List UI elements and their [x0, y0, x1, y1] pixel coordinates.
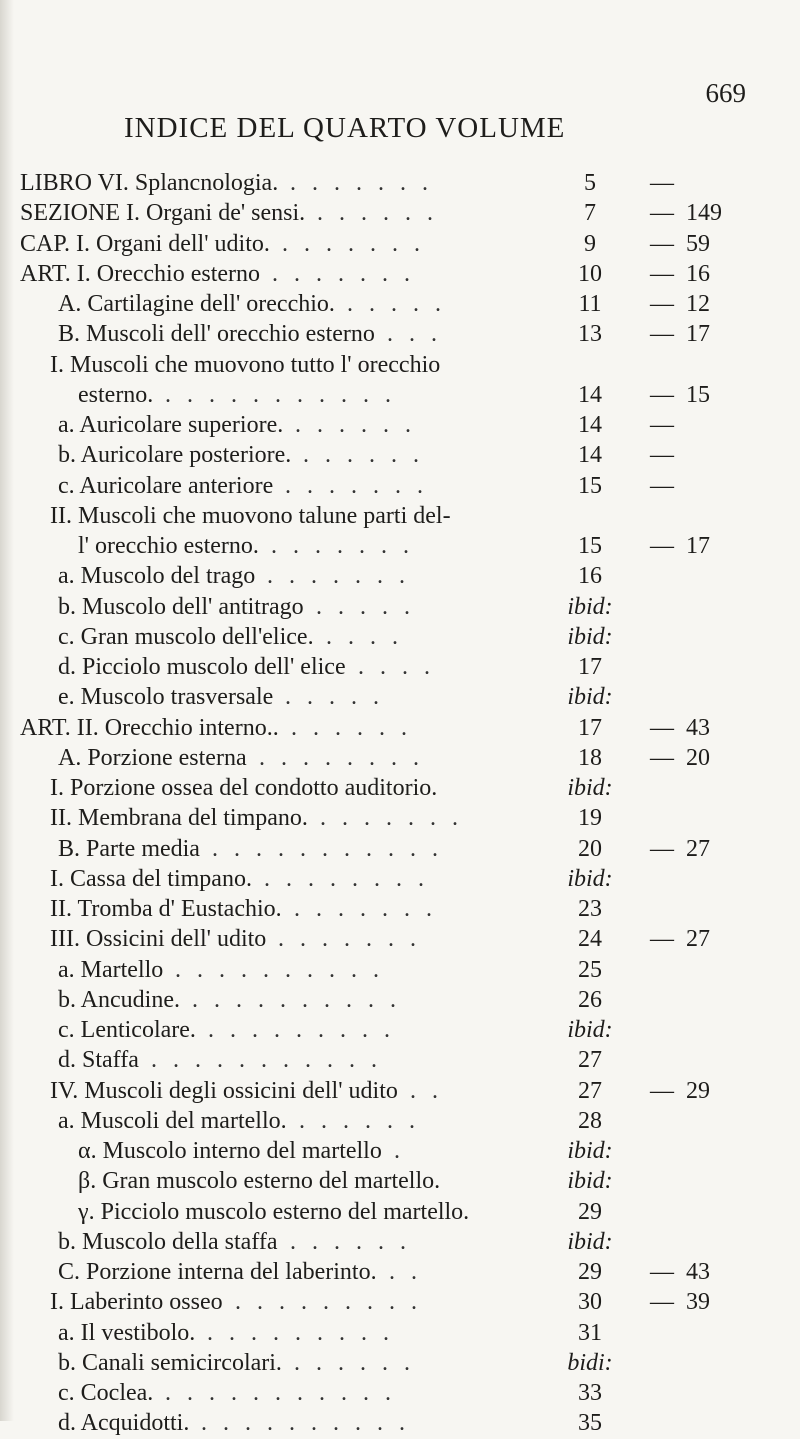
index-entry — [0, 1166, 800, 1196]
entry-label: I. Porzione ossea del condotto auditorio. — [50, 775, 438, 801]
index-entry — [0, 319, 800, 349]
leader-dots: . . . . . . . — [272, 260, 415, 287]
index-entry — [0, 1378, 800, 1408]
entry-label: b. Muscolo dell' antitrago — [58, 593, 304, 620]
leader-dots: . . . . . . . . . . — [175, 956, 384, 983]
leader-dots: . . . . . . — [317, 200, 438, 227]
index-entry — [0, 1257, 800, 1287]
entry-end-page: 15 — [686, 381, 710, 408]
index-entry — [0, 1106, 800, 1136]
index-entry — [0, 652, 800, 682]
index-entry — [0, 168, 800, 198]
entry-end-page: 43 — [686, 1259, 710, 1285]
index-entry — [0, 1408, 800, 1438]
entry-label: d. Picciolo muscolo dell' elice — [58, 654, 346, 680]
index-entry — [0, 1197, 800, 1227]
index-entry — [0, 834, 800, 864]
range-dash: — — [650, 381, 674, 408]
entry-label: b. Muscolo della staffa — [58, 1228, 278, 1255]
index-entry — [0, 1227, 800, 1257]
entry-end-page: 16 — [686, 260, 710, 287]
index-entry — [0, 561, 800, 591]
entry-page: 9 — [584, 230, 596, 257]
entry-page: 5 — [584, 170, 596, 196]
entry-label: C. Porzione interna del laberinto. — [58, 1259, 377, 1285]
entry-page: ibid: — [567, 865, 613, 892]
entry-page: 20 — [578, 835, 602, 862]
leader-dots: . . — [389, 1259, 422, 1285]
range-dash: — — [650, 200, 674, 227]
leader-dots: . . . . . . . . . — [208, 1017, 395, 1043]
range-dash: — — [650, 291, 674, 317]
leader-dots: . . . . . . . — [278, 926, 421, 953]
index-entry — [0, 894, 800, 924]
index-entry — [0, 471, 800, 501]
entry-label: A. Porzione esterna — [58, 744, 247, 771]
index-entry — [0, 1287, 800, 1317]
index-entry — [0, 289, 800, 319]
range-dash: — — [650, 321, 674, 348]
entry-page: 33 — [578, 1380, 602, 1406]
leader-dots: . . . . . . . . . . . — [165, 381, 396, 408]
entry-page: ibid: — [567, 775, 613, 801]
range-dash: — — [650, 412, 674, 438]
entry-page: ibid: — [567, 593, 613, 620]
entry-page: 14 — [578, 442, 602, 469]
range-dash: — — [650, 533, 674, 559]
leader-dots: . . . . . . . . . — [207, 1319, 394, 1346]
leader-dots: . . . . . . . — [320, 805, 463, 832]
entry-page: 30 — [578, 1289, 602, 1316]
entry-page: 11 — [578, 291, 602, 317]
entry-label: II. Muscoli che muovono talune parti del- — [50, 502, 451, 529]
range-dash: — — [650, 1259, 674, 1285]
leader-dots: . . . . . . . . . . — [201, 1410, 410, 1437]
leader-dots: . . . . . . . — [294, 896, 437, 922]
index-entry — [0, 229, 800, 259]
leader-dots: . . . . . — [316, 593, 415, 620]
entry-label: b. Canali semicircolari. — [58, 1349, 282, 1376]
entry-page: ibid: — [567, 623, 613, 650]
index-entry — [0, 682, 800, 712]
leader-dots: . . . . . . . — [290, 170, 433, 196]
index-entry — [0, 1015, 800, 1045]
index-entry — [0, 924, 800, 954]
entry-end-page: 149 — [686, 200, 722, 227]
entry-page: 10 — [578, 260, 602, 287]
index-entry — [0, 622, 800, 652]
entry-end-page: 27 — [686, 835, 710, 862]
leader-dots: . . . . . — [347, 291, 446, 317]
entry-page: ibid: — [567, 1168, 613, 1195]
entry-label: e. Muscolo trasversale — [58, 684, 274, 711]
entry-page: 29 — [578, 1198, 602, 1225]
entry-label: I. Muscoli che muovono tutto l' orecchio — [50, 351, 441, 378]
entry-label: a. Martello — [58, 956, 164, 983]
range-dash: — — [650, 1289, 674, 1316]
leader-dots: . . . . . . . — [282, 230, 425, 257]
entry-label: d. Staffa — [58, 1047, 139, 1074]
range-dash: — — [650, 472, 674, 499]
entry-page: 24 — [578, 926, 602, 953]
entry-label: α. Muscolo interno del martello — [78, 1138, 382, 1164]
entry-label: A. Cartilagine dell' orecchio. — [58, 291, 335, 317]
leader-dots: . . . . . . . . . — [235, 1289, 422, 1316]
entry-page: 28 — [578, 1107, 602, 1134]
entry-label: IV. Muscoli degli ossicini dell' udito — [50, 1077, 398, 1104]
index-entry — [0, 955, 800, 985]
range-dash: — — [650, 1077, 674, 1104]
entry-label: γ. Picciolo muscolo esterno del martello. — [78, 1198, 470, 1225]
entry-page: 23 — [578, 896, 602, 922]
leader-dots: . . . . . . — [290, 1228, 411, 1255]
entry-page: 17 — [578, 714, 602, 741]
index-entry — [0, 350, 800, 380]
entry-end-page: 17 — [686, 321, 710, 348]
entry-label: ART. I. Orecchio esterno — [20, 260, 261, 287]
entry-label: B. Parte media — [58, 835, 200, 862]
entry-page: 31 — [578, 1319, 602, 1346]
entry-label: b. Auricolare posteriore. — [58, 442, 292, 469]
leader-dots: . . . . — [326, 623, 403, 650]
index-entry — [0, 803, 800, 833]
entry-end-page: 29 — [686, 1077, 710, 1104]
leader-dots: . . . . . . — [291, 714, 412, 741]
entry-label: CAP. I. Organi dell' udito. — [20, 230, 270, 257]
index-entry — [0, 440, 800, 470]
range-dash: — — [650, 260, 674, 287]
leader-dots: . . . . . . — [299, 1107, 420, 1134]
leader-dots: . . . — [387, 321, 442, 348]
index-entry — [0, 864, 800, 894]
entry-label: c. Lenticolare. — [58, 1017, 196, 1043]
entry-page: bidi: — [567, 1349, 613, 1376]
entry-label: SEZIONE I. Organi de' sensi. — [20, 200, 306, 227]
entry-label: b. Ancudine. — [58, 986, 180, 1013]
entry-page: 13 — [578, 321, 602, 348]
entry-page: 16 — [578, 563, 602, 590]
entry-label: β. Gran muscolo esterno del martello. — [78, 1168, 441, 1195]
entry-label: c. Gran muscolo dell'elice. — [58, 623, 314, 650]
index-entry — [0, 531, 800, 561]
entry-page: 29 — [578, 1259, 602, 1285]
index-entry — [0, 1136, 800, 1166]
entry-label: B. Muscoli dell' orecchio esterno — [58, 321, 375, 348]
entry-page: 18 — [578, 744, 602, 771]
index-entry — [0, 1348, 800, 1378]
leader-dots: . . — [410, 1077, 443, 1104]
entry-label: l' orecchio esterno. — [78, 533, 259, 559]
leader-dots: . . . . . . . — [271, 533, 414, 559]
entry-label: III. Ossicini dell' udito — [50, 926, 267, 953]
entry-label: a. Auricolare superiore. — [58, 412, 284, 438]
index-entry — [0, 380, 800, 410]
entry-end-page: 27 — [686, 926, 710, 953]
entry-label: I. Laberinto osseo — [50, 1289, 223, 1316]
entry-page: 27 — [578, 1077, 602, 1104]
index-entry — [0, 985, 800, 1015]
entry-end-page: 43 — [686, 714, 710, 741]
range-dash: — — [650, 835, 674, 862]
index-entry — [0, 592, 800, 622]
index-entry — [0, 410, 800, 440]
index-entry — [0, 743, 800, 773]
entry-page: ibid: — [567, 684, 613, 711]
entry-label: LIBRO VI. Splancnologia. — [20, 170, 279, 196]
range-dash: — — [650, 744, 674, 771]
index-entries — [0, 168, 800, 1439]
entry-page: 14 — [578, 412, 602, 438]
leader-dots: . . . . . . . . . . . — [165, 1380, 396, 1406]
entry-page: ibid: — [567, 1017, 613, 1043]
index-entry — [0, 501, 800, 531]
leader-dots: . . . . . . — [294, 1349, 415, 1376]
leader-dots: . . . . . . . . . . . — [212, 835, 443, 862]
entry-end-page: 17 — [686, 533, 710, 559]
entry-label: a. Muscolo del trago — [58, 563, 256, 590]
entry-page: 35 — [578, 1410, 602, 1437]
entry-label: II. Tromba d' Eustachio. — [50, 896, 282, 922]
entry-page: ibid: — [567, 1138, 613, 1164]
entry-end-page: 59 — [686, 230, 710, 257]
leader-dots: . — [394, 1138, 405, 1164]
entry-page: 7 — [584, 200, 596, 227]
range-dash: — — [650, 442, 674, 469]
page-number: 669 — [705, 78, 746, 108]
entry-page: 14 — [578, 381, 602, 408]
range-dash: — — [650, 926, 674, 953]
entry-label: a. Il vestibolo. — [58, 1319, 196, 1346]
leader-dots: . . . . . . . — [285, 472, 428, 499]
entry-label: ART. II. Orecchio interno.. — [20, 714, 279, 741]
leader-dots: . . . . . . — [295, 412, 416, 438]
entry-page: 17 — [578, 654, 602, 680]
leader-dots: . . . . . . . . . . . — [151, 1047, 382, 1074]
entry-page: 15 — [578, 472, 602, 499]
entry-page: 25 — [578, 956, 602, 983]
entry-page: 15 — [578, 533, 602, 559]
entry-label: I. Cassa del timpano. — [50, 865, 252, 892]
index-entry — [0, 1045, 800, 1075]
entry-end-page: 12 — [686, 291, 710, 317]
entry-label: esterno. — [78, 381, 154, 408]
leader-dots: . . . . . . . — [267, 563, 410, 590]
page-title: INDICE DEL QUARTO VOLUME — [124, 112, 566, 144]
leader-dots: . . . . . . . . — [259, 744, 424, 771]
leader-dots: . . . . . — [285, 684, 384, 711]
entry-label: c. Auricolare anteriore — [58, 472, 274, 499]
range-dash: — — [650, 170, 674, 196]
range-dash: — — [650, 230, 674, 257]
entry-label: c. Coclea. — [58, 1380, 154, 1406]
entry-label: II. Membrana del timpano. — [50, 805, 308, 832]
leader-dots: . . . . . . . . . . — [192, 986, 401, 1013]
range-dash: — — [650, 714, 674, 741]
index-entry — [0, 1318, 800, 1348]
leader-dots: . . . . . . . . — [264, 865, 429, 892]
leader-dots: . . . . — [358, 654, 435, 680]
index-entry — [0, 773, 800, 803]
entry-page: 27 — [578, 1047, 602, 1074]
entry-page: ibid: — [567, 1228, 613, 1255]
index-entry — [0, 713, 800, 743]
entry-page: 26 — [578, 986, 602, 1013]
entry-end-page: 20 — [686, 744, 710, 771]
entry-end-page: 39 — [686, 1289, 710, 1316]
entry-page: 19 — [578, 805, 602, 832]
entry-label: a. Muscoli del martello. — [58, 1107, 287, 1134]
index-entry — [0, 198, 800, 228]
leader-dots: . . . . . . — [303, 442, 424, 469]
index-entry — [0, 1076, 800, 1106]
entry-label: d. Acquidotti. — [58, 1410, 190, 1437]
index-entry — [0, 259, 800, 289]
